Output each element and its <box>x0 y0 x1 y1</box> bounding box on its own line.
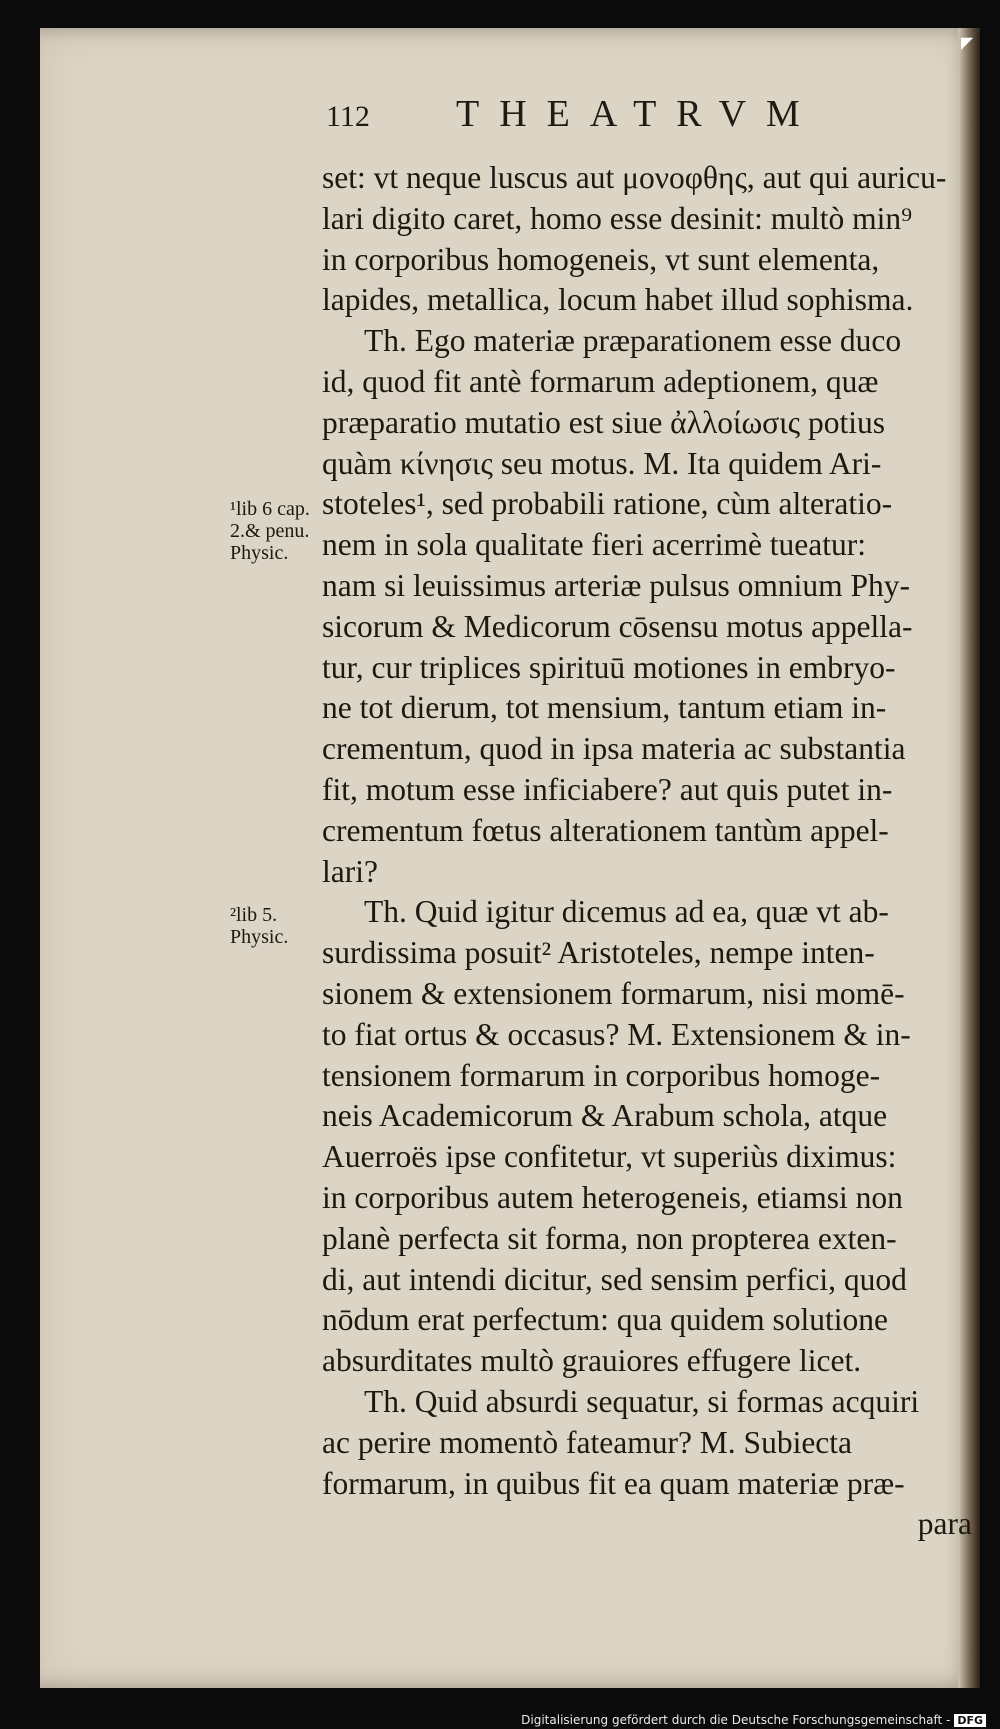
page-header <box>312 90 942 140</box>
text-line: lari? <box>322 853 378 889</box>
text-line: Auerroës ipse confitetur, vt superiùs diximus: <box>322 1139 897 1175</box>
text-line: planè perfecta sit forma, non propterea exten- <box>322 1220 897 1256</box>
text-line: neis Academicorum & Arabum schola, atque <box>322 1098 888 1134</box>
text-line: nem in sola qualitate fieri acerrimè tueatur: <box>322 527 867 563</box>
footer <box>0 1712 1000 1728</box>
text-line: præparatio mutatio est siue ἀλλοίωσις potius <box>322 404 886 440</box>
text-line: crementum fœtus alterationem tantùm appel- <box>322 812 889 848</box>
margin-note-line: ²lib 5. <box>230 904 278 926</box>
book-page <box>40 28 980 1688</box>
margin-note-line: 2.& penu. <box>230 520 310 542</box>
text-line: sionem & extensionem formarum, nisi momē- <box>322 975 905 1011</box>
catchword: para <box>917 1506 972 1542</box>
text-line: absurditates multò grauiores effugere licet. <box>322 1343 862 1379</box>
body-text <box>322 158 982 1545</box>
footer-text: Digitalisierung gefördert durch die Deutsche Forschungsgemeinschaft - <box>521 1713 951 1727</box>
margin-note-line: ¹lib 6 cap. <box>230 498 310 520</box>
corner-arrow-icon: ◤ <box>960 33 974 52</box>
text-line: quàm κίνησις seu motus. M. Ita quidem Ari- <box>322 445 882 481</box>
text-line: fit, motum esse inficiabere? aut quis putet in- <box>322 771 893 807</box>
text-line: Th. Quid igitur dicemus ad ea, quæ vt ab- <box>364 894 889 930</box>
margin-note-line: Physic. <box>230 926 289 948</box>
page-number: 112 <box>326 100 370 133</box>
text-line: tensionem formarum in corporibus homoge- <box>322 1057 881 1093</box>
text-line: sicorum & Medicorum cōsensu motus appella- <box>322 608 913 644</box>
dfg-badge: DFG <box>954 1714 986 1727</box>
text-line: di, aut intendi dicitur, sed sensim perfici, quod <box>322 1261 907 1297</box>
text-line: ac perire momentò fateamur? M. Subiecta <box>322 1424 853 1460</box>
text-line: surdissima posuit² Aristoteles, nempe inten- <box>322 935 875 971</box>
text-line: lapides, metallica, locum habet illud sophisma. <box>322 282 914 318</box>
text-line: nōdum erat perfectum: qua quidem solutione <box>322 1302 888 1338</box>
text-line: set: vt neque luscus aut μονοφθης, aut qui auricu- <box>322 160 947 195</box>
margin-note <box>230 904 334 948</box>
text-line: stoteles¹, sed probabili ratione, cùm alteratio- <box>322 486 893 522</box>
text-line: lari digito caret, homo esse desinit: multò min⁹ <box>322 200 913 236</box>
text-line: to fiat ortus & occasus? M. Extensionem & in- <box>322 1016 911 1052</box>
text-line: in corporibus homogeneis, vt sunt elementa, <box>322 241 880 277</box>
text-line: ne tot dierum, tot mensium, tantum etiam in- <box>322 690 887 726</box>
margin-note-line: Physic. <box>230 542 289 564</box>
text-line: in corporibus autem heterogeneis, etiamsi non <box>322 1179 903 1215</box>
margin-note <box>230 498 334 564</box>
text-line: tur, cur triplices spirituū motiones in embryo- <box>322 649 896 685</box>
text-line: nam si leuissimus arteriæ pulsus omnium Phy- <box>322 567 910 603</box>
running-title: THEATRVM <box>456 93 820 135</box>
text-line: formarum, in quibus fit ea quam materiæ præ- <box>322 1465 905 1501</box>
text-line: crementum, quod in ipsa materia ac substantia <box>322 731 906 767</box>
text-line: id, quod fit antè formarum adeptionem, quæ <box>322 363 879 399</box>
text-line: Th. Quid absurdi sequatur, si formas acquiri <box>364 1383 920 1419</box>
text-line: Th. Ego materiæ præparationem esse duco <box>364 323 902 359</box>
